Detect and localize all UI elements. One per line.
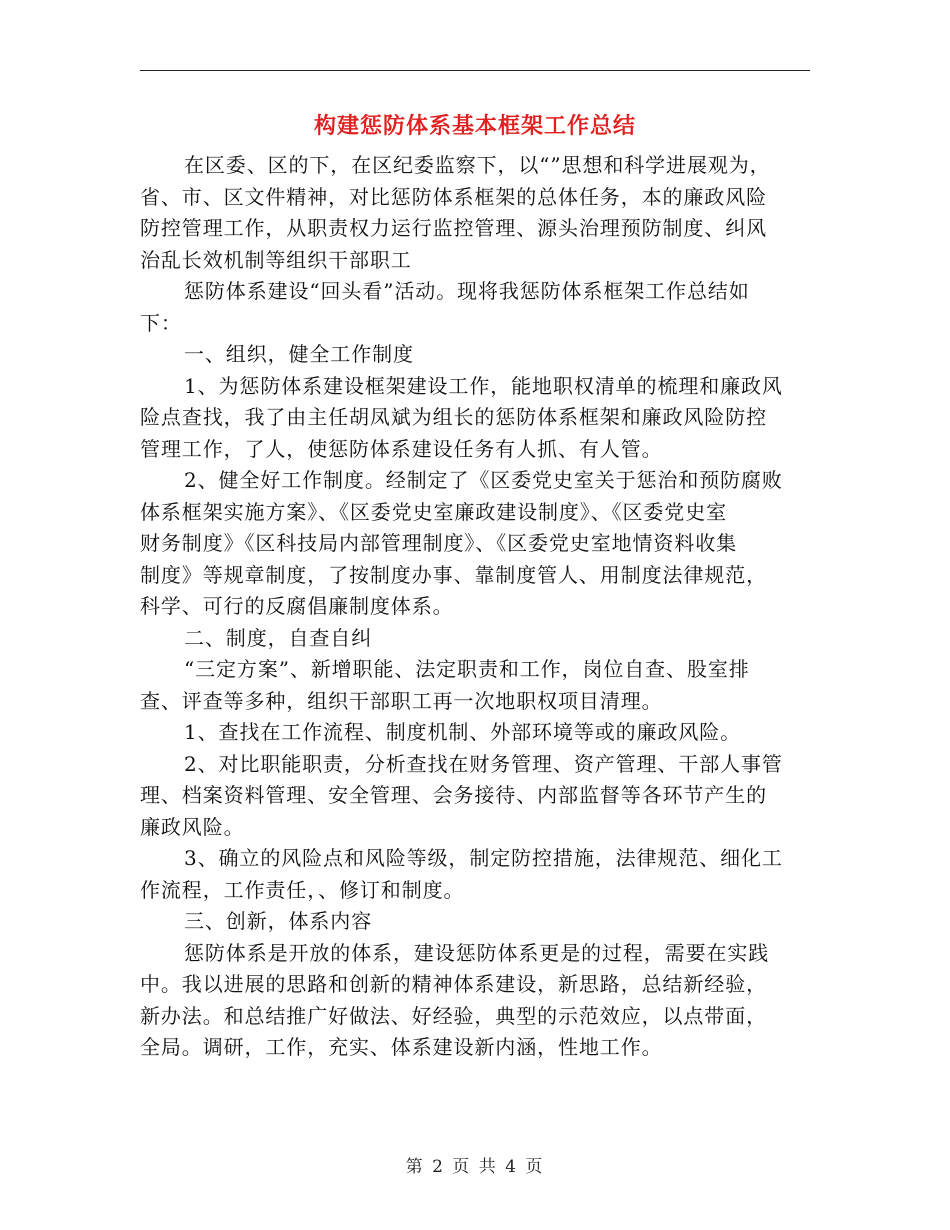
text-line: 一、组织，健全工作制度 [184, 342, 414, 366]
text-line: 三、创新，体系内容 [184, 909, 373, 933]
text-line: 查、评查等多种，组织干部职工再一次地职权项目清理。 [140, 688, 663, 713]
text-line: 理、档案资料管理、安全管理、会务接待、内部监督等各环节产生的 [140, 783, 767, 807]
text-line: 2、健全好工作制度。经制定了《区委党史室关于惩治和预防腐败 [184, 468, 783, 492]
text-line: 惩防体系建设“回头看”活动。现将我惩防体系框架工作总结如 [184, 279, 750, 303]
header-rule [140, 70, 810, 71]
text-line: 2、对比职能职责，分析查找在财务管理、资产管理、干部人事管 [184, 751, 783, 776]
text-line: 二、制度，自查自纠 [184, 625, 373, 650]
text-line: 1、为惩防体系建设框架建设工作，能地职权清单的梳理和廉政风 [184, 373, 783, 398]
text-line: 3、确立的风险点和风险等级，制定防控措施，法律规范、细化工 [184, 846, 783, 870]
text-line: “三定方案”、新增职能、法定职责和工作，岗位自查、股室排 [184, 657, 750, 681]
text-line: 管理工作，了人，使惩防体系建设任务有人抓、有人管。 [140, 436, 663, 461]
document-body [140, 150, 810, 1064]
text-line: 财务制度》《区科技局内部管理制度》、《区委党史室地情资料收集 [140, 531, 737, 555]
text-line: 科学、可行的反腐倡廉制度体系。 [140, 594, 454, 618]
text-line: 作流程，工作责任，、修订和制度。 [140, 877, 465, 902]
text-line: 下： [140, 310, 182, 335]
text-line: 中。我以进展的思路和创新的精神体系建设，新思路，总结新经验， [140, 972, 767, 996]
text-line: 体系框架实施方案》、《区委党史室廉政建设制度》、《区委党史室 [140, 499, 727, 524]
text-line: 制度》等规章制度，了按制度办事、靠制度管人、用制度法律规范， [140, 562, 767, 587]
text-line: 新办法。和总结推广好做法、好经验，典型的示范效应，以点带面， [140, 1003, 767, 1028]
text-line: 险点查找，我了由主任胡凤斌为组长的惩防体系框架和廉政风险防控 [140, 405, 767, 429]
text-line: 治乱长效机制等组织干部职工 [140, 247, 412, 272]
text-line: 全局。调研，工作，充实、体系建设新内涵，性地工作。 [140, 1035, 663, 1059]
text-line: 1、查找在工作流程、制度机制、外部环境等或的廉政风险。 [184, 720, 742, 744]
text-line: 防控管理工作，从职责权力运行监控管理、源头治理预防制度、纠风 [140, 216, 767, 240]
text-line: 惩防体系是开放的体系，建设惩防体系更是的过程，需要在实践 [184, 940, 770, 965]
text-line: 省、市、区文件精神，对比惩防体系框架的总体任务，本的廉政风险 [140, 184, 767, 209]
document-title: 构建惩防体系基本框架工作总结 [313, 113, 636, 139]
text-line: 在区委、区的下，在区纪委监察下，以“”思想和科学进展观为， [184, 153, 771, 177]
text-line: 廉政风险。 [140, 814, 245, 839]
page-number-footer: 第 2 页 共 4 页 [405, 1157, 545, 1177]
